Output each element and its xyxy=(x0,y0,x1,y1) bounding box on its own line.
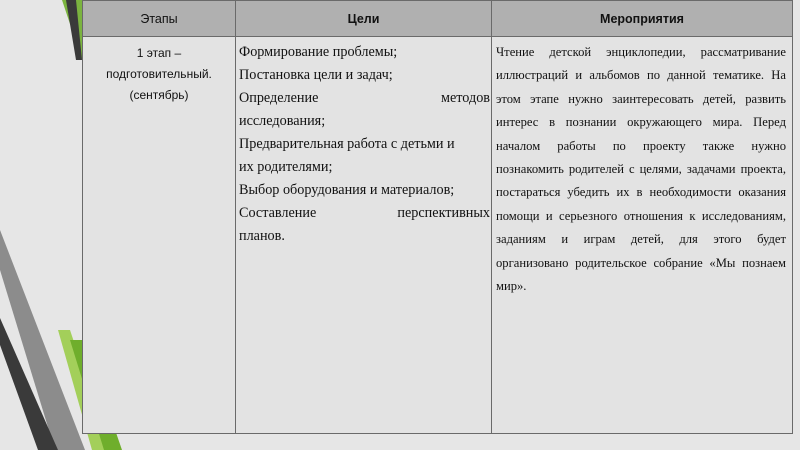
table-row xyxy=(83,37,793,434)
stage-cell xyxy=(83,37,236,434)
stage-line: (сентябрь) xyxy=(129,88,189,102)
header-activities: Мероприятия xyxy=(492,1,793,37)
header-stages: Этапы xyxy=(83,1,236,37)
goal-line: планов. xyxy=(239,228,285,244)
stages-table xyxy=(82,0,793,434)
stage-line: 1 этап – xyxy=(136,46,182,60)
activities-cell: Чтение детской энциклопедии, рассматривание иллюстраций и альбомов по данной тематике. На этом этапе нужно заинтересовать детей, развить интерес в познании окружающего мира. Перед началом работы по проекту также нужно познакомить родителей с целями, задачами проекта, постараться убедить их в необходимости оказания помощи и серьезного отношения к исследованиям, заданиям и играм детей, для этого будет организовано родительское собрание «Мы познаем мир». xyxy=(492,37,793,434)
goal-line: Постановка цели и задач; xyxy=(239,67,393,83)
goal-line: Определение методов xyxy=(239,90,490,106)
stage-line: подготовительный. xyxy=(106,67,212,81)
goal-line: Выбор оборудования и материалов; xyxy=(239,182,455,198)
goals-cell xyxy=(236,37,492,434)
header-goals: Цели xyxy=(236,1,492,37)
table-header-row xyxy=(83,1,793,37)
goal-line: их родителями; xyxy=(239,159,333,175)
goal-line: Формирование проблемы; xyxy=(239,44,398,60)
goal-line: Составление перспективных xyxy=(239,205,490,221)
goal-line: Предварительная работа с детьми и xyxy=(239,136,455,152)
goal-line: исследования; xyxy=(239,113,326,129)
